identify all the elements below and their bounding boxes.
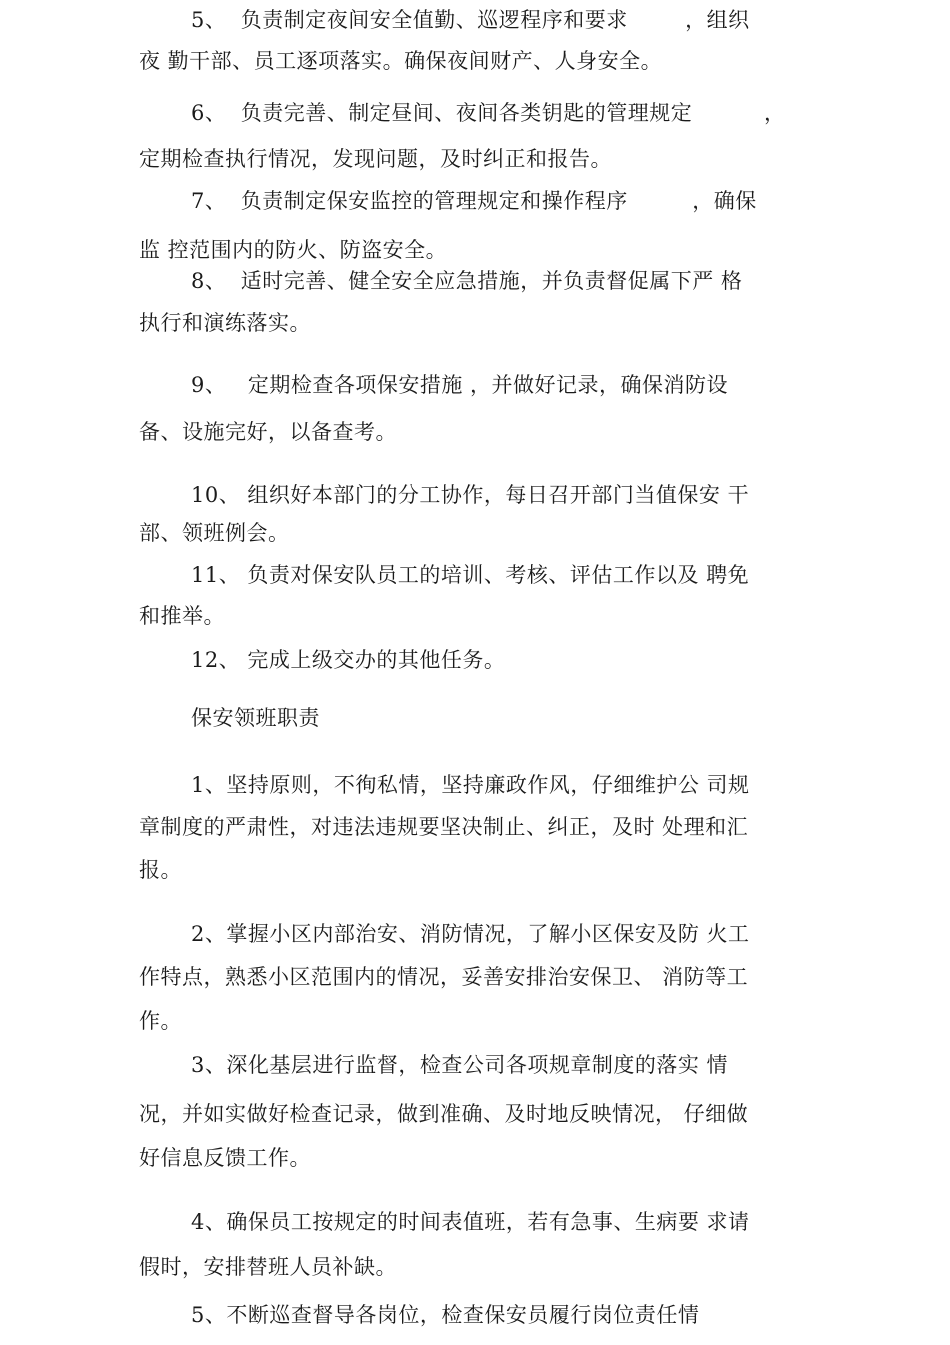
paragraph-line: 和推举。 — [139, 604, 225, 628]
paragraph-line: 2、掌握小区内部治安、消防情况，了解小区保安及防 火工 — [191, 922, 750, 946]
paragraph-line: 9、 定期检查各项保安措施 ，并做好记录，确保消防设 — [191, 373, 729, 397]
paragraph-line: 11、 负责对保安队员工的培训、考核、评估工作以及 聘免 — [191, 563, 750, 587]
paragraph-line: 执行和演练落实。 — [139, 311, 311, 335]
paragraph-line: 章制度的严肃性，对违法违规要坚决制止、纠正，及时 处理和汇 — [139, 815, 749, 839]
paragraph-line: 报。 — [139, 858, 182, 882]
paragraph-line: 假时，安排替班人员补缺。 — [139, 1255, 397, 1279]
paragraph-line: 作特点，熟悉小区范围内的情况，妥善安排治安保卫、 消防等工 — [139, 965, 749, 989]
paragraph-line: 夜 勤干部、员工逐项落实。确保夜间财产、人身安全。 — [139, 49, 663, 73]
paragraph-line: 6、 负责完善、制定昼间、夜间各类钥匙的管理规定 ， — [191, 101, 786, 125]
paragraph-line: 况，并如实做好检查记录，做到准确、及时地反映情况， 仔细做 — [139, 1102, 749, 1126]
section-heading: 保安领班职责 — [191, 706, 320, 730]
paragraph-line: 好信息反馈工作。 — [139, 1146, 311, 1170]
paragraph-line: 3、深化基层进行监督，检查公司各项规章制度的落实 情 — [191, 1053, 729, 1077]
paragraph-line: 监 控范围内的防火、防盗安全。 — [139, 238, 448, 262]
paragraph-line: 7、 负责制定保安监控的管理规定和操作程序 ，确保 — [191, 189, 757, 213]
paragraph-line: 备、设施完好，以备查考。 — [139, 420, 397, 444]
paragraph-line: 5、不断巡查督导各岗位，检查保安员履行岗位责任情 — [191, 1303, 700, 1327]
paragraph-line: 4、确保员工按规定的时间表值班，若有急事、生病要 求请 — [191, 1210, 750, 1234]
paragraph-line: 8、 适时完善、健全安全应急措施，并负责督促属下严 格 — [191, 269, 743, 293]
paragraph-line: 1、坚持原则，不徇私情，坚持廉政作风，仔细维护公 司规 — [191, 773, 750, 797]
paragraph-line: 定期检查执行情况，发现问题，及时纠正和报告。 — [139, 147, 612, 171]
paragraph-line: 部、领班例会。 — [139, 521, 290, 545]
paragraph-line: 10、 组织好本部门的分工协作，每日召开部门当值保安 干 — [191, 483, 750, 507]
paragraph-line: 作。 — [139, 1009, 182, 1033]
paragraph-line: 12、 完成上级交办的其他任务。 — [191, 648, 506, 672]
paragraph-line: 5、 负责制定夜间安全值勤、巡逻程序和要求 ，组织 — [191, 8, 750, 32]
